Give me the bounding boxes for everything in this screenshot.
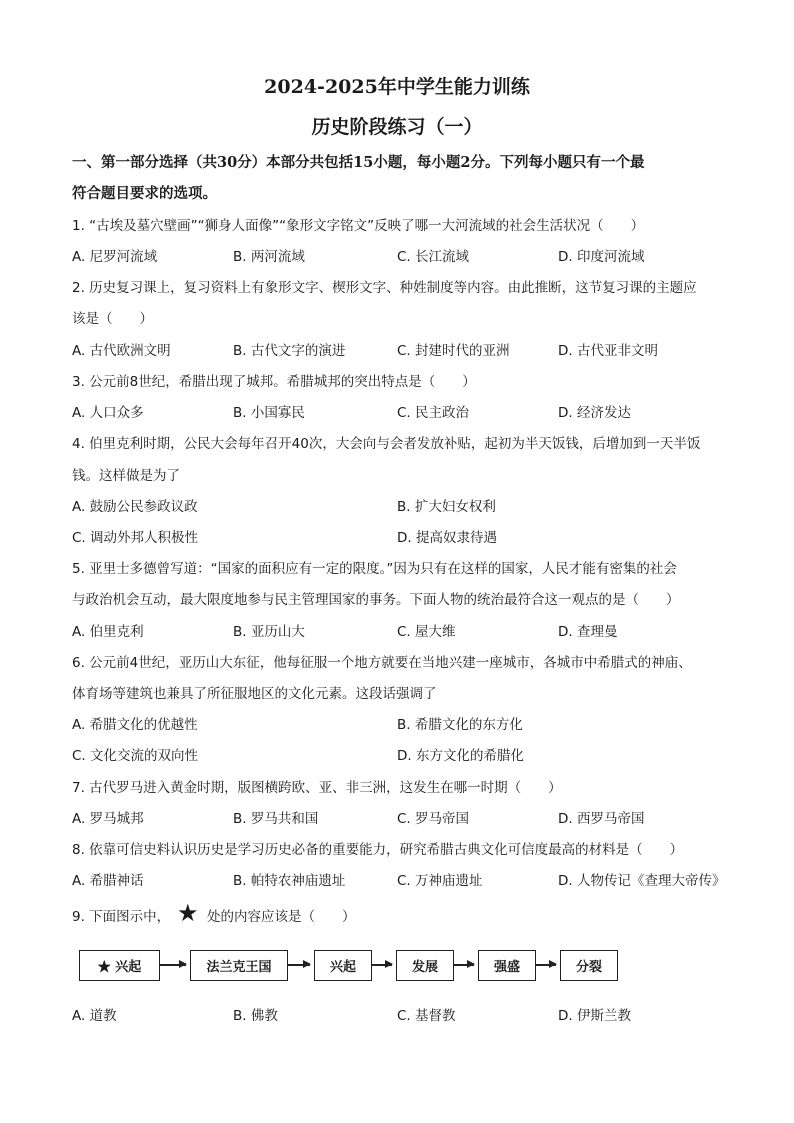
q8-option-c: C. 万神庙遗址	[397, 873, 483, 889]
q3-option-a: A. 人口众多	[72, 405, 144, 421]
q3-option-d: D. 经济发达	[558, 405, 631, 421]
q6-option-a: A. 希腊文化的优越性	[72, 717, 198, 733]
page-subtitle: 历史阶段练习（一）	[311, 116, 483, 138]
q6-option-b: B. 希腊文化的东方化	[397, 717, 523, 733]
q4-option-b: B. 扩大妇女权利	[397, 499, 496, 515]
q9-option-c: C. 基督教	[397, 1008, 456, 1024]
q9-option-a: A. 道教	[72, 1008, 117, 1024]
question-4-text-line1: 4. 伯里克利时期，公民大会每年召开40次，大会向与会者发放补贴，起初为半天饭钱，后增加到一天半饭	[72, 436, 701, 452]
q2-option-c: C. 封建时代的亚洲	[397, 343, 510, 359]
q4-option-c: C. 调动外邦人积极性	[72, 530, 199, 546]
q9-option-d: D. 伊斯兰教	[558, 1008, 631, 1024]
flow-arrow-5	[536, 964, 556, 966]
flow-arrow-3	[372, 964, 392, 966]
question-1-text: 1. “古埃及墓穴壁画”“狮身人面像”“象形文字铭文”反映了哪一大河流域的社会生活状况（ ）	[72, 218, 645, 234]
question-3-text: 3. 公元前8世纪，希腊出现了城邦。希腊城邦的突出特点是（ ）	[72, 374, 476, 390]
question-6-text-line1: 6. 公元前4世纪，亚历山大东征，他每征服一个地方就要在当地兴建一座城市，各城市中希腊式的神庙、	[72, 655, 692, 671]
q4-option-d: D. 提高奴隶待遇	[397, 530, 497, 546]
q5-option-c: C. 屋大维	[397, 624, 456, 640]
question-9-text-part1: 9. 下面图示中，	[72, 909, 171, 925]
q5-option-b: B. 亚历山大	[233, 624, 305, 640]
flow-arrow-4	[454, 964, 474, 966]
q5-option-d: D. 查理曼	[558, 624, 618, 640]
flow-arrow-1	[160, 964, 186, 966]
q1-option-b: B. 两河流域	[233, 249, 305, 265]
q5-option-a: A. 伯里克利	[72, 624, 144, 640]
q7-option-b: B. 罗马共和国	[233, 811, 319, 827]
q1-option-a: A. 尼罗河流域	[72, 249, 158, 265]
section-heading-line1: 一、第一部分选择（共30分）本部分共包括15小题，每小题2分。下列每小题只有一个最	[72, 154, 645, 171]
question-4-text-line2: 钱。这样做是为了	[72, 468, 180, 484]
q2-option-a: A. 古代欧洲文明	[72, 343, 171, 359]
q3-option-b: B. 小国寡民	[233, 405, 305, 421]
star-icon: ★	[177, 899, 199, 927]
question-5-text-line1: 5. 亚里士多德曾写道：“国家的面积应有一定的限度。”因为只有在这样的国家，人民才能有密集的社会	[72, 561, 677, 577]
q8-option-b: B. 帕特农神庙遗址	[233, 873, 346, 889]
q1-option-d: D. 印度河流域	[558, 249, 645, 265]
page-title: 2024-2025年中学生能力训练	[264, 76, 530, 98]
question-5-text-line2: 与政治机会互动，最大限度地参与民主管理国家的事务。下面人物的统治最符合这一观点的是（ ）	[72, 592, 680, 608]
q8-option-a: A. 希腊神话	[72, 873, 144, 889]
q6-option-d: D. 东方文化的希腊化	[397, 748, 524, 764]
q4-option-a: A. 鼓励公民参政议政	[72, 499, 198, 515]
q1-option-c: C. 长江流域	[397, 249, 470, 265]
flow-box-develop: 发展	[396, 950, 454, 981]
q7-option-a: A. 罗马城邦	[72, 811, 144, 827]
question-6-text-line2: 体育场等建筑也兼具了所征服地区的文化元素。这段话强调了	[72, 686, 437, 702]
question-7-text: 7. 古代罗马进入黄金时期，版图横跨欧、亚、非三洲，这发生在哪一时期（ ）	[72, 780, 562, 796]
q2-option-b: B. 古代文字的演进	[233, 343, 346, 359]
section-heading-line2: 符合题目要求的选项。	[72, 185, 217, 202]
flow-box-split: 分裂	[560, 950, 618, 981]
question-8-text: 8. 依靠可信史料认识历史是学习历史必备的重要能力，研究希腊古典文化可信度最高的材料是（ ）	[72, 842, 684, 858]
q9-option-b: B. 佛教	[233, 1008, 278, 1024]
q8-option-d: D. 人物传记《查理大帝传》	[558, 873, 726, 889]
flow-arrow-2	[288, 964, 310, 966]
q3-option-c: C. 民主政治	[397, 405, 470, 421]
question-2-text-line1: 2. 历史复习课上，复习资料上有象形文字、楔形文字、种姓制度等内容。由此推断，这节复习课的主题应	[72, 280, 697, 296]
question-2-text-line2: 该是（ ）	[72, 311, 153, 327]
q2-option-d: D. 古代亚非文明	[558, 343, 658, 359]
flow-box-frankish-kingdom: 法兰克王国	[190, 950, 288, 981]
q7-option-d: D. 西罗马帝国	[558, 811, 645, 827]
flow-box-prosper: 强盛	[478, 950, 536, 981]
flow-box-star-rise: ★ 兴起	[79, 950, 160, 981]
flow-box-rise: 兴起	[314, 950, 372, 981]
question-9-text-part2: 处的内容应该是（ ）	[207, 909, 356, 925]
q7-option-c: C. 罗马帝国	[397, 811, 470, 827]
q6-option-c: C. 文化交流的双向性	[72, 748, 199, 764]
